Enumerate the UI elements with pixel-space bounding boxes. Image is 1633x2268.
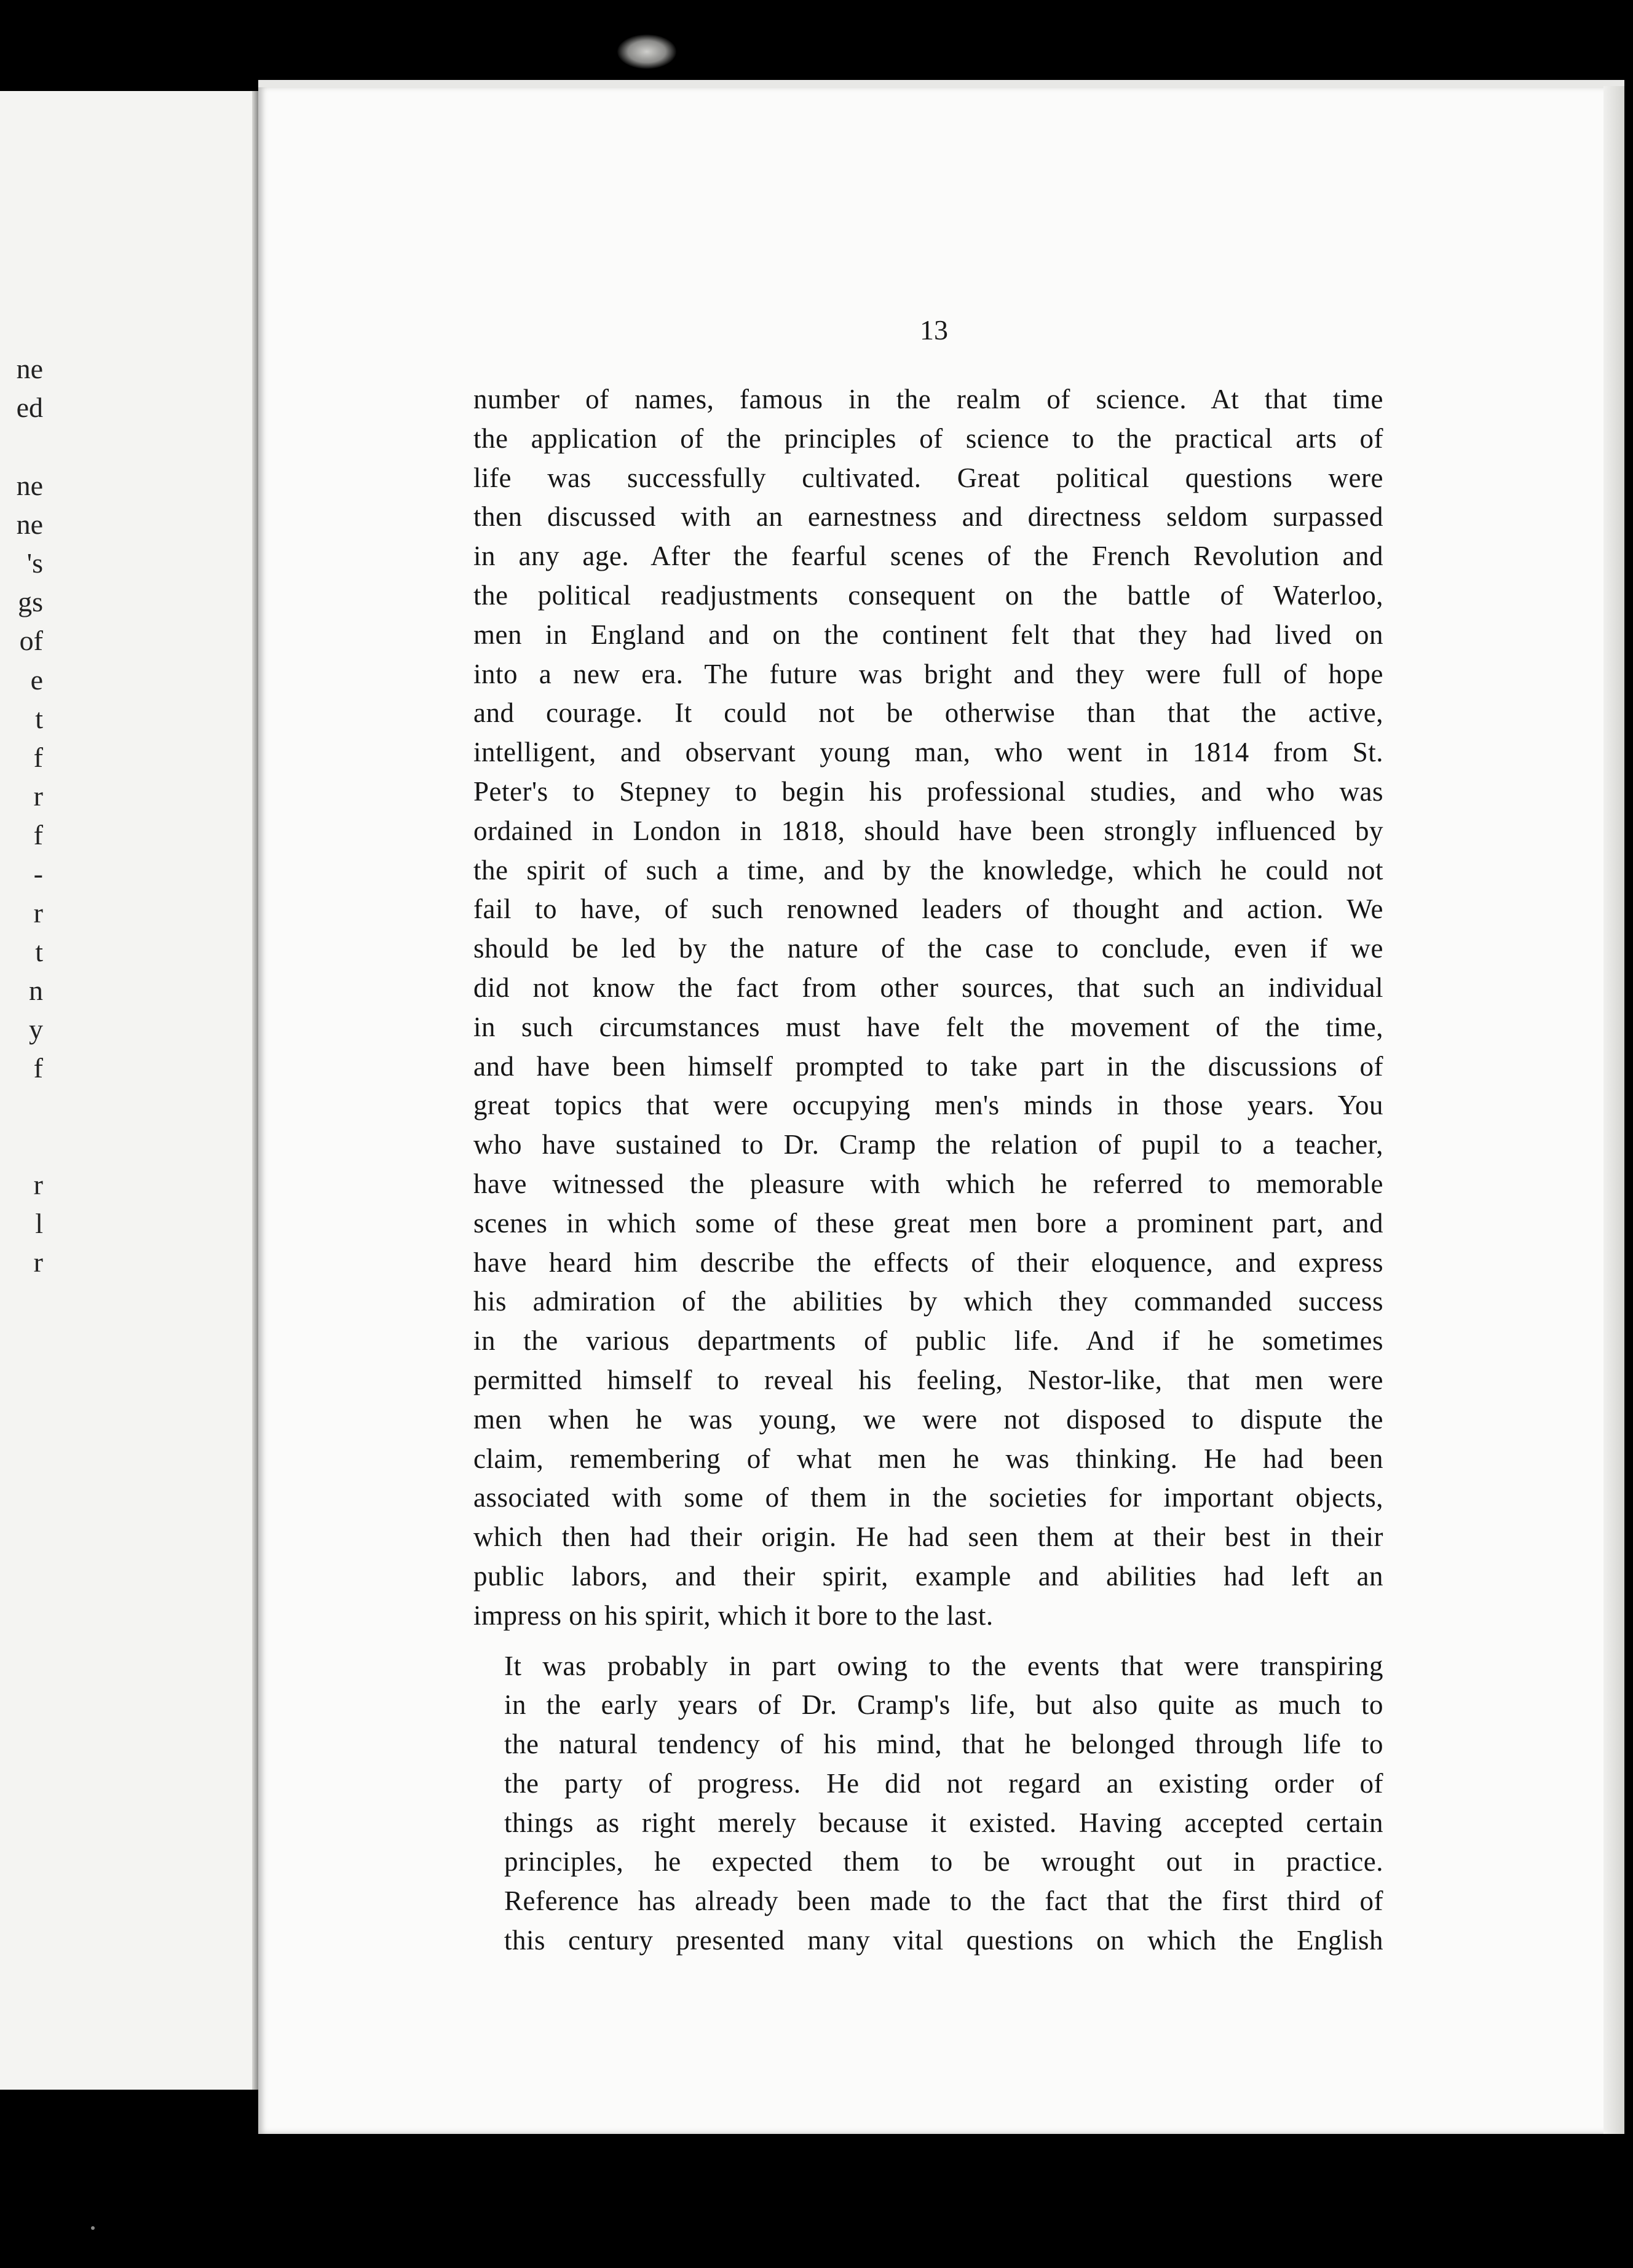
paragraph [473, 380, 1383, 1636]
text-line: Reference has already been made to the fact that the first third of [504, 1885, 1383, 1917]
text-line: public labors, and their spirit, example and abilities had left an [473, 1560, 1383, 1592]
text-line: should be led by the nature of the case to conclude, even if we [473, 933, 1383, 964]
fragment [0, 427, 43, 466]
text-line: then discussed with an earnestness and directness seldom surpassed [473, 501, 1383, 533]
text-line: permitted himself to reveal his feeling, Nestor-like, that men were [473, 1364, 1383, 1395]
fragment: f [33, 1052, 43, 1084]
fragment [0, 1321, 43, 1360]
fragment: r [33, 1168, 43, 1200]
text-line: fail to have, of such renowned leaders of thought and action. We [473, 894, 1383, 925]
text-line: the political readjustments consequent on the battle of Waterloo, [473, 579, 1383, 611]
text-line: principles, he expected them to be wrought out in practice. [504, 1846, 1383, 1877]
text-line: in the early years of Dr. Cramp's life, but also quite as much to [504, 1689, 1383, 1721]
text-line: in such circumstances must have felt the movement of the time, [473, 1011, 1383, 1042]
fragment [0, 1282, 43, 1321]
fragment: 's [26, 547, 43, 579]
text-line: men in England and on the continent felt that they had lived on [473, 619, 1383, 650]
text-line: the party of progress. He did not regard an existing order of [504, 1767, 1383, 1799]
text-line: scenes in which some of these great men bore a prominent part, and [473, 1207, 1383, 1239]
facing-page [0, 91, 258, 2090]
text-line: his admiration of the abilities by which they commanded success [473, 1286, 1383, 1317]
text-line: things as right merely because it existed. Having accepted certain [504, 1807, 1383, 1838]
fragment [0, 1127, 43, 1165]
fragment: f [33, 819, 43, 851]
text-line: the spirit of such a time, and by the knowledge, which he could not [473, 854, 1383, 886]
text-line: have witnessed the pleasure with which he referred to memorable [473, 1168, 1383, 1199]
book-page [258, 86, 1624, 2134]
fragment: r [33, 780, 43, 812]
text-line: did not know the fact from other sources, that such an individual [473, 972, 1383, 1003]
fragment: ed [16, 392, 43, 424]
fragment [0, 1437, 43, 1476]
text-line: the application of the principles of science to the practical arts of [473, 422, 1383, 454]
text-line: ordained in London in 1818, should have been strongly influenced by [473, 815, 1383, 846]
fragment [0, 1088, 43, 1127]
fragment: t [35, 702, 43, 734]
fragment: r [33, 1247, 43, 1279]
fragment: gs [18, 586, 43, 618]
text-line: Peter's to Stepney to begin his professional studies, and who was [473, 775, 1383, 807]
fragment: ne [16, 508, 43, 540]
paragraph [473, 1647, 1383, 1961]
text-line: and have been himself prompted to take part in the discussions of [473, 1050, 1383, 1082]
text-line: associated with some of them in the societies for important objects, [473, 1482, 1383, 1513]
text-line: life was successfully cultivated. Great political questions were [473, 462, 1383, 493]
fragment: t [35, 935, 43, 967]
text-line: men when he was young, we were not disposed to dispute the [473, 1403, 1383, 1435]
text-line: impress on his spirit, which it bore to the last. [473, 1600, 994, 1631]
fragment: ne [16, 469, 43, 501]
text-line: into a new era. The future was bright and they were full of hope [473, 658, 1383, 689]
text-line: in the various departments of public life. And if he sometimes [473, 1325, 1383, 1357]
fragment: of [19, 625, 43, 657]
facing-page-text-fragments [0, 349, 43, 1476]
text-line: the natural tendency of his mind, that he belonged through life to [504, 1729, 1383, 1760]
fragment: n [29, 975, 43, 1006]
fragment: r [33, 897, 43, 929]
page-number: 13 [920, 314, 948, 346]
fragment: l [35, 1208, 43, 1240]
text-line: intelligent, and observant young man, who went in 1814 from St. [473, 737, 1383, 768]
body-text [473, 380, 1383, 1961]
text-line: number of names, famous in the realm of science. At that time [473, 384, 1383, 414]
page-top-edge [258, 80, 1624, 87]
text-line: and courage. It could not be otherwise than that the active, [473, 697, 1383, 729]
text-line: have heard him describe the effects of their eloquence, and express [473, 1247, 1383, 1278]
fragment: f [33, 741, 43, 773]
facing-page-gutter [252, 91, 258, 2090]
ink-smudge [617, 34, 676, 69]
page-fore-edge [1603, 86, 1624, 2134]
fragment: ne [16, 353, 43, 384]
text-line: in any age. After the fearful scenes of the French Revolution and [473, 541, 1383, 572]
text-line: which then had their origin. He had seen them at their best in their [473, 1521, 1383, 1553]
text-line: claim, remembering of what men he was thinking. He had been [473, 1443, 1383, 1474]
fragment: - [33, 858, 43, 890]
fragment [0, 1360, 43, 1398]
text-line: It was probably in part owing to the events that were transpiring [504, 1650, 1383, 1681]
text-line: great topics that were occupying men's minds in those years. You [473, 1090, 1383, 1121]
text-line: this century presented many vital questions on which the English [504, 1925, 1383, 1956]
fragment: e [30, 664, 43, 696]
dust-speck [91, 2226, 95, 2230]
fragment: y [29, 1013, 43, 1045]
text-line: who have sustained to Dr. Cramp the relation of pupil to a teacher, [473, 1129, 1383, 1160]
fragment [0, 1398, 43, 1437]
